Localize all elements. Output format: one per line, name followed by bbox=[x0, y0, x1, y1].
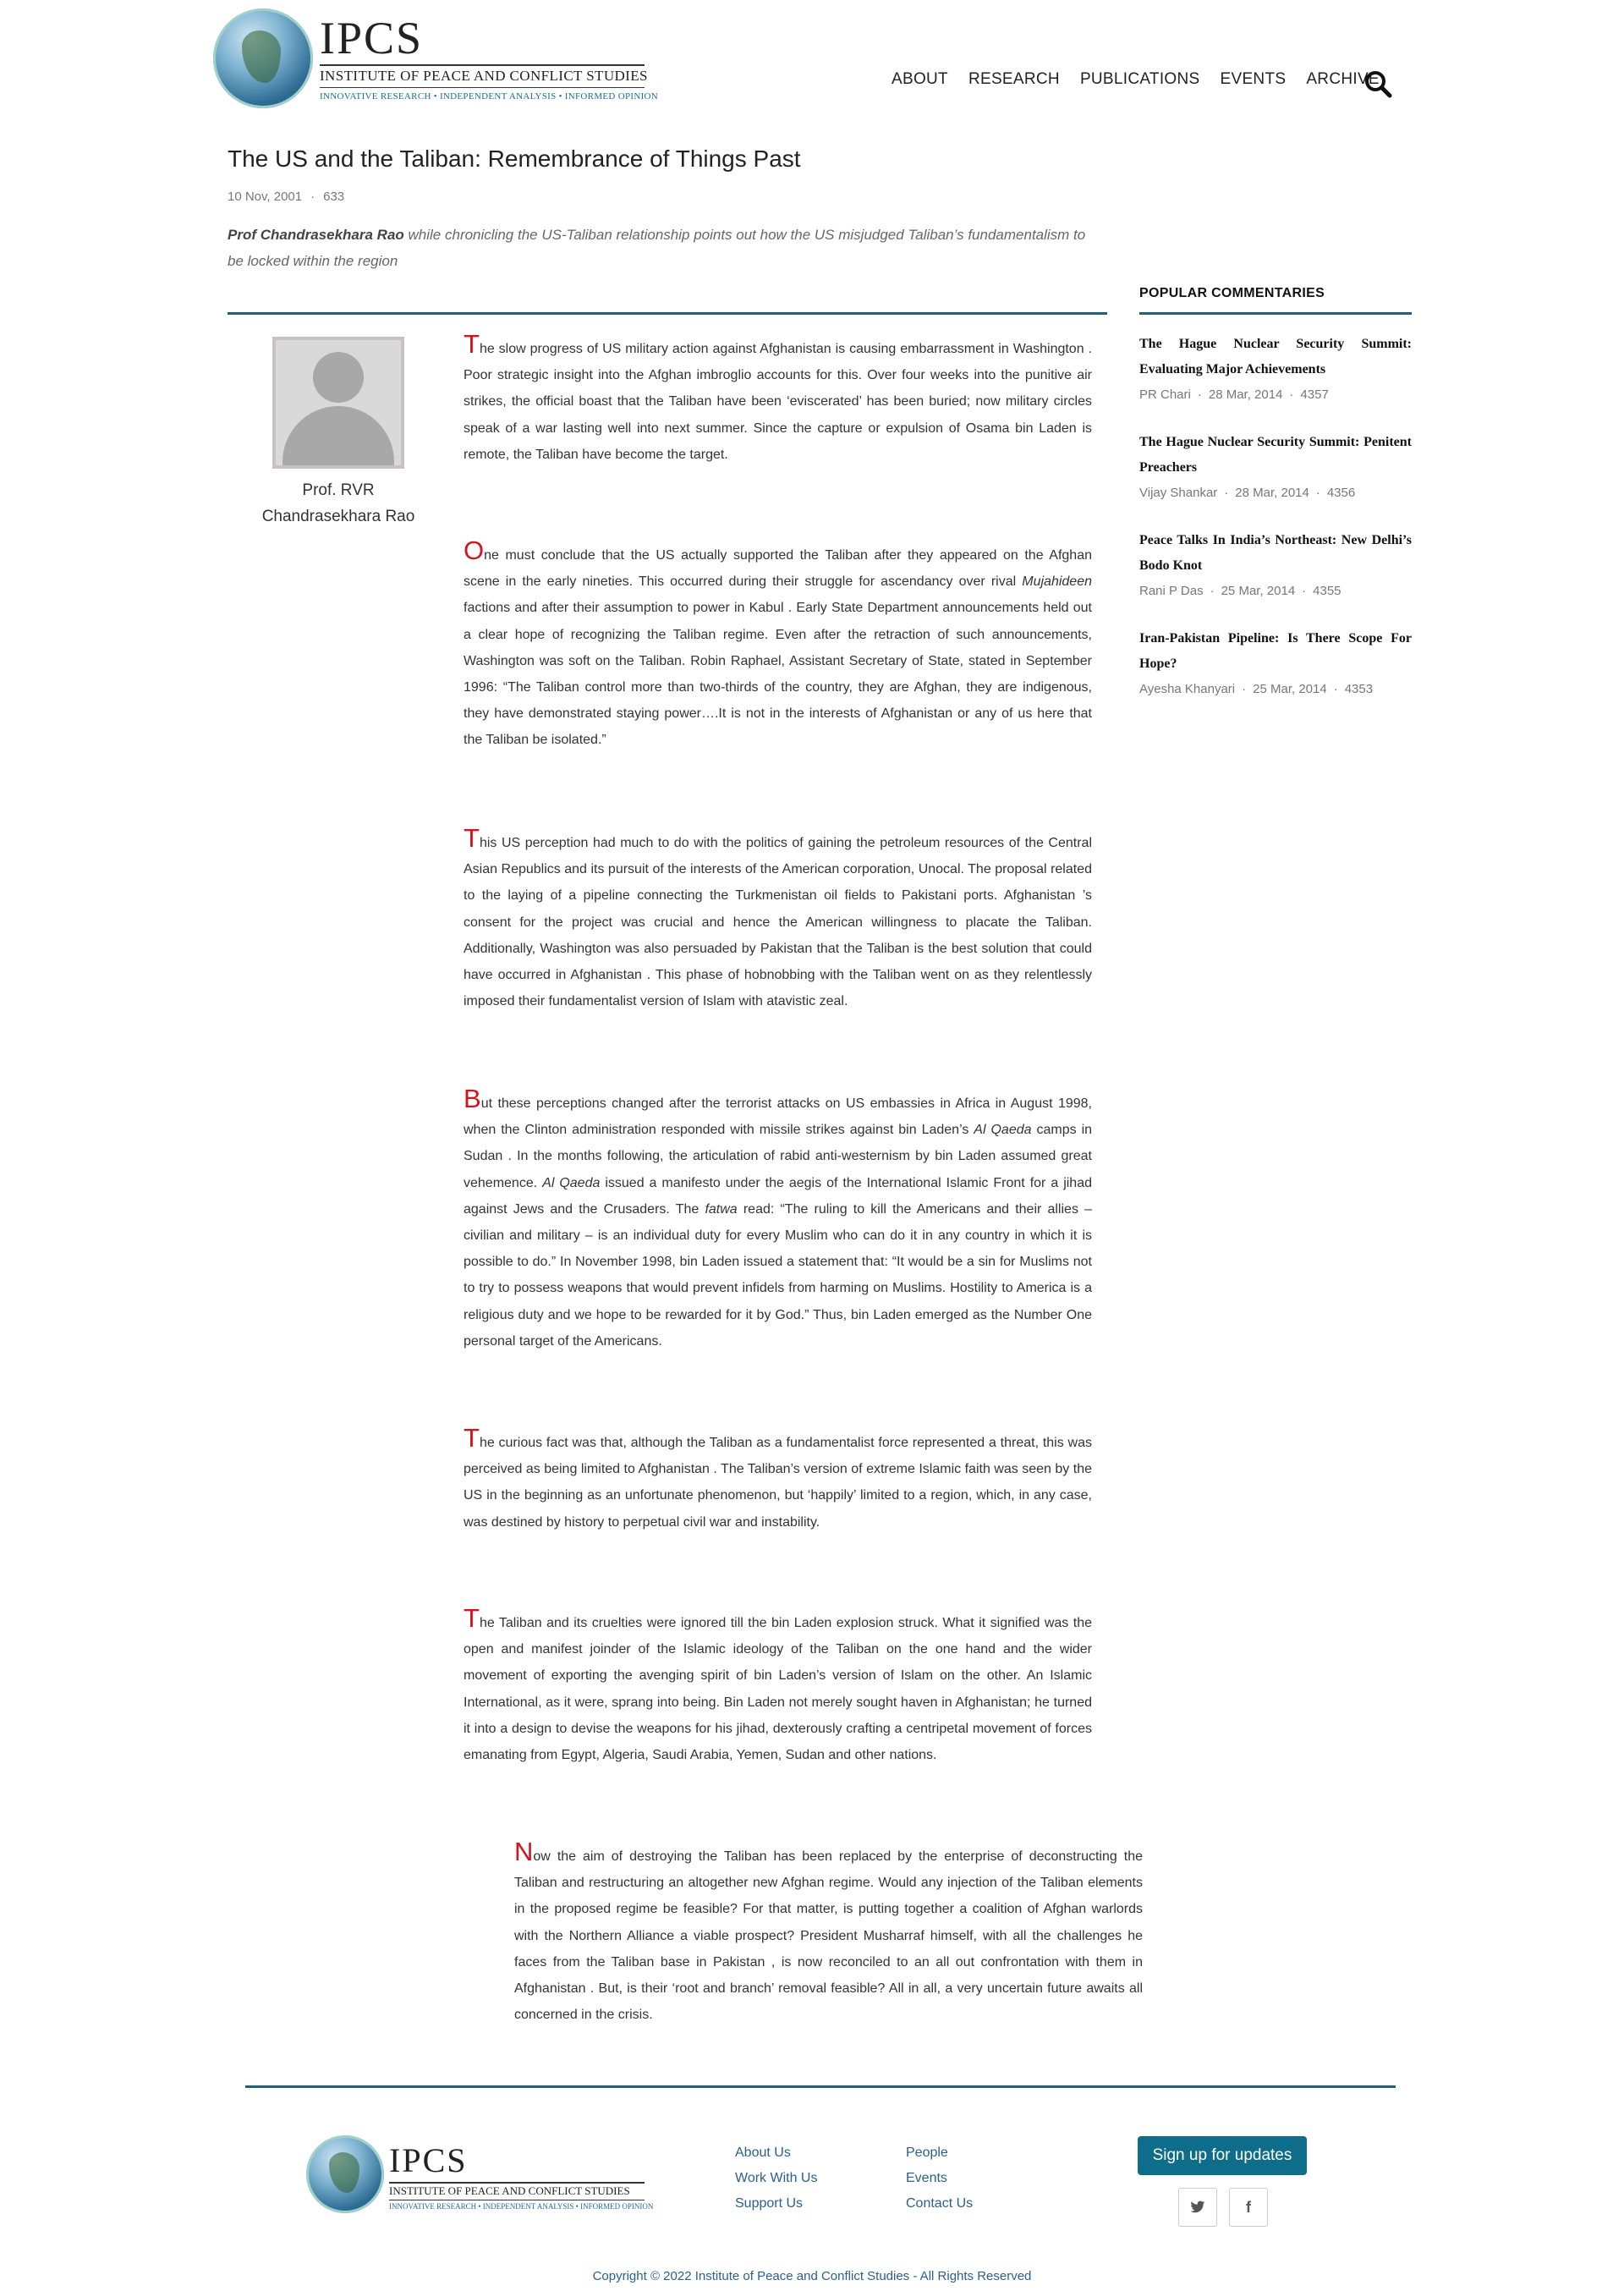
footer-link-contact-us[interactable]: Contact Us bbox=[906, 2196, 974, 2211]
logo-title: IPCS bbox=[320, 13, 424, 63]
drop-cap: B bbox=[464, 1084, 481, 1113]
article-paragraph bbox=[464, 536, 1092, 754]
sidebar-item-meta: Rani P Das · 25 Mar, 2014 · 4355 bbox=[1139, 584, 1341, 598]
nav-events[interactable]: EVENTS bbox=[1220, 70, 1287, 88]
paragraph-text: camps in Sudan . In the months following, the articulation of rabid anti-westernism by bin Laden assumed great vehemence. bbox=[464, 1123, 1093, 1190]
drop-cap: T bbox=[464, 329, 480, 359]
paragraph-text: he Taliban and its cruelties were ignored till the bin Laden explosion struck. What it signified was the open and manifest joinder of the Islamic ideology of the Taliban on the one hand and the wider movement of exporting the avenging spirit of bin Laden’s version of Islam on the other. An Islamic International, as it were, sprang into being. Bin Laden not merely sought haven in Afghanistan; he turned it into a design to devise the weapons for his jihad, dexterously crafting a centripetal movement of forces emanating from Egypt, Algeria, Saudi Arabia, Yemen, Sudan and other nations. bbox=[464, 1616, 1092, 1763]
signup-button[interactable]: Sign up for updates bbox=[1138, 2136, 1307, 2175]
footer-link-about-us[interactable]: About Us bbox=[735, 2145, 791, 2160]
italic-term: Al Qaeda bbox=[542, 1175, 601, 1190]
article-paragraph bbox=[464, 1084, 1093, 1354]
sidebar-item bbox=[1139, 528, 1412, 604]
nav-archive[interactable]: ARCHIVE bbox=[1306, 70, 1380, 88]
article-paragraph bbox=[464, 823, 1092, 1014]
sidebar-item bbox=[1139, 332, 1412, 408]
sidebar-item-title[interactable]: Iran-Pakistan Pipeline: Is There Scope For Hope? bbox=[1139, 631, 1412, 671]
globe-logo-icon bbox=[306, 2135, 384, 2213]
article-paragraph bbox=[464, 329, 1092, 468]
article-date: 10 Nov, 2001 bbox=[228, 190, 303, 204]
sidebar-item bbox=[1139, 626, 1412, 702]
paragraph-text: ow the aim of destroying the Taliban has been replaced by the enterprise of deconstructing the Taliban and restructuring an altogether new Afghan regime. Would any injection of the Taliban elements in the proposed regime be feasible? For that matter, is putting together a coalition of Afghan warlords with the Northern Alliance a viable prospect? President Musharraf himself, with all the challenges he faces from the Taliban base in Pakistan , is now reconciled to an all out confrontation with them in Afghanistan . But, is their ‘root and branch’ removal feasible? All in all, a very uncertain future awaits all concerned in the crisis. bbox=[514, 1849, 1143, 2023]
paragraph-text: he slow progress of US military action against Afghanistan is causing embarrassment in Washington . Poor strategic insight into the Afghan imbroglio accounts for this. Over four weeks into the punitive air strikes, the official boast that the Taliban have been ‘eviscerated’ has been buried; now military circles speak of a war lasting well into next summer. Since the capture or expulsion of Osama bin Laden is remote, the Taliban have become the target. bbox=[464, 342, 1092, 462]
article-meta: 10 Nov, 2001 · 633 bbox=[228, 190, 345, 204]
nav-publications[interactable]: PUBLICATIONS bbox=[1079, 70, 1200, 88]
footer-link-events[interactable]: Events bbox=[906, 2171, 947, 2185]
summary-text: while chronicling the US-Taliban relationship points out how the US misjudged Taliban’s fundamentalism to be locked within the region bbox=[228, 227, 1086, 269]
sidebar-item-meta: PR Chari · 28 Mar, 2014 · 4357 bbox=[1139, 387, 1329, 402]
sidebar-item-meta: Vijay Shankar · 28 Mar, 2014 · 4356 bbox=[1139, 486, 1356, 500]
sidebar-item bbox=[1139, 430, 1412, 506]
article-views: 633 bbox=[323, 190, 345, 204]
footer-links-col1 bbox=[735, 2140, 817, 2217]
article-paragraph bbox=[464, 1603, 1092, 1768]
page-title: The US and the Taliban: Remembrance of Things Past bbox=[228, 146, 801, 172]
sidebar-divider bbox=[1139, 312, 1412, 315]
paragraph-text: issued a manifesto under the aegis of the International Islamic Front for a jihad against Jews and the Crusaders. The bbox=[464, 1175, 1093, 1217]
paragraph-text: ne must conclude that the US actually supported the Taliban after they appeared on the Afghan scene in the early nineties. This occurred during their struggle for ascendancy over rival bbox=[464, 548, 1092, 590]
facebook-icon[interactable]: f bbox=[1229, 2188, 1268, 2227]
paragraph-text: he curious fact was that, although the Taliban as a fundamentalist force represented a threat, this was perceived as being limited to Afghanistan . The Taliban’s version of extreme Islamic faith was seen by the US in the beginning as an unfortunate phenomenon, but ‘happily’ limited to a region, which, in any case, was destined by history to perpetual civil war and instability. bbox=[464, 1436, 1092, 1530]
author-avatar bbox=[272, 337, 404, 469]
italic-term: fatwa bbox=[705, 1201, 738, 1217]
footer-links-col2 bbox=[906, 2140, 973, 2217]
sidebar-heading: POPULAR COMMENTARIES bbox=[1139, 286, 1325, 300]
drop-cap: T bbox=[464, 1603, 480, 1633]
drop-cap: N bbox=[514, 1837, 534, 1866]
drop-cap: O bbox=[464, 536, 485, 565]
author-name[interactable]: Prof. RVR Chandrasekhara Rao bbox=[261, 481, 415, 525]
sidebar-item-title[interactable]: The Hague Nuclear Security Summit: Penitent Preachers bbox=[1139, 435, 1412, 475]
footer-link-support-us[interactable]: Support Us bbox=[735, 2196, 804, 2211]
article-paragraph bbox=[464, 1837, 1143, 2028]
italic-term: Mujahideen bbox=[1022, 574, 1092, 590]
logo-subtitle: INSTITUTE OF PEACE AND CONFLICT STUDIES bbox=[320, 68, 648, 84]
italic-term: Al Qaeda bbox=[974, 1123, 1032, 1138]
article-summary bbox=[228, 222, 1103, 274]
sidebar-item-title[interactable]: The Hague Nuclear Security Summit: Evaluating Major Achievements bbox=[1139, 337, 1412, 376]
footer-logo[interactable]: IPCS INSTITUTE OF PEACE AND CONFLICT STUDIES INNOVATIVE RESEARCH • INDEPENDENT ANALYSIS • INFORMED OPINION bbox=[306, 2135, 645, 2213]
globe-logo-icon bbox=[213, 8, 313, 108]
paragraph-text: ut these perceptions changed after the terrorist attacks on US embassies in Africa in August 1998, when the Clinton administration responded with missile strikes against bin Laden’s bbox=[464, 1096, 1092, 1138]
article-paragraph bbox=[464, 1423, 1092, 1536]
twitter-icon[interactable] bbox=[1178, 2188, 1217, 2227]
sidebar-item-meta: Ayesha Khanyari · 25 Mar, 2014 · 4353 bbox=[1139, 682, 1374, 696]
copyright: Copyright © 2022 Institute of Peace and Conflict Studies - All Rights Reserved bbox=[592, 2269, 1032, 2283]
site-logo[interactable] bbox=[213, 8, 659, 108]
nav-about[interactable]: ABOUT bbox=[892, 70, 948, 88]
footer-link-work-with-us[interactable]: Work With Us bbox=[735, 2171, 818, 2185]
nav-research[interactable]: RESEARCH bbox=[968, 70, 1060, 88]
drop-cap: T bbox=[464, 823, 480, 853]
sidebar-item-title[interactable]: Peace Talks In India’s Northeast: New Delhi’s Bodo Knot bbox=[1139, 533, 1412, 573]
drop-cap: T bbox=[464, 1423, 480, 1453]
content-divider bbox=[228, 312, 1107, 315]
main-nav bbox=[892, 69, 1380, 90]
summary-author: Prof Chandrasekhara Rao bbox=[228, 227, 404, 243]
footer-divider bbox=[245, 2085, 1396, 2088]
logo-tagline: INNOVATIVE RESEARCH • INDEPENDENT ANALYSIS • INFORMED OPINION bbox=[320, 91, 659, 102]
paragraph-text: his US perception had much to do with the politics of gaining the petroleum resources of the Central Asian Republics and its pursuit of the interests of the American corporation, Unocal. The proposal related to the laying of a pipeline connecting the Turkmenistan oil fields to Pakistani ports. Afghanistan ’s consent for the project was crucial and hence the American willingness to placate the Taliban. Additionally, Washington was also persuaded by Pakistan that the Taliban is the best solution that could have occurred in Afghanistan . This phase of hobnobbing with the Taliban went on as they relentlessly imposed their fundamentalist version of Islam with atavistic zeal. bbox=[464, 836, 1092, 1009]
paragraph-text: read: “The ruling to kill the Americans and their allies – civilian and military – is an individual duty for every Muslim who can do it in any country in which it is possible to do.” In November 1998, bin Laden issued a statement that: “It would be a sin for Muslims not to try to possess weapons that would prevent infidels from harming on Muslims. Hostility to America is a religious duty and we hope to be rewarded for it by God.” Thus, bin Laden emerged as the Number One personal target of the Americans. bbox=[464, 1201, 1092, 1349]
search-icon[interactable] bbox=[1363, 69, 1392, 98]
footer-link-people[interactable]: People bbox=[906, 2145, 948, 2160]
paragraph-text: factions and after their assumption to power in Kabul . Early State Department announcements held out a clear hope of recognizing the Taliban regime. Even after the retraction of such announcements, Washington was soft on the Taliban. Robin Raphael, Assistant Secretary of State, stated in September 1996: “The Taliban control more than two-thirds of the country, they are Afghan, they are indigenous, they have demonstrated staying power….It is not in the interests of Afghanistan or any of us here that the Taliban be isolated.” bbox=[464, 601, 1092, 748]
